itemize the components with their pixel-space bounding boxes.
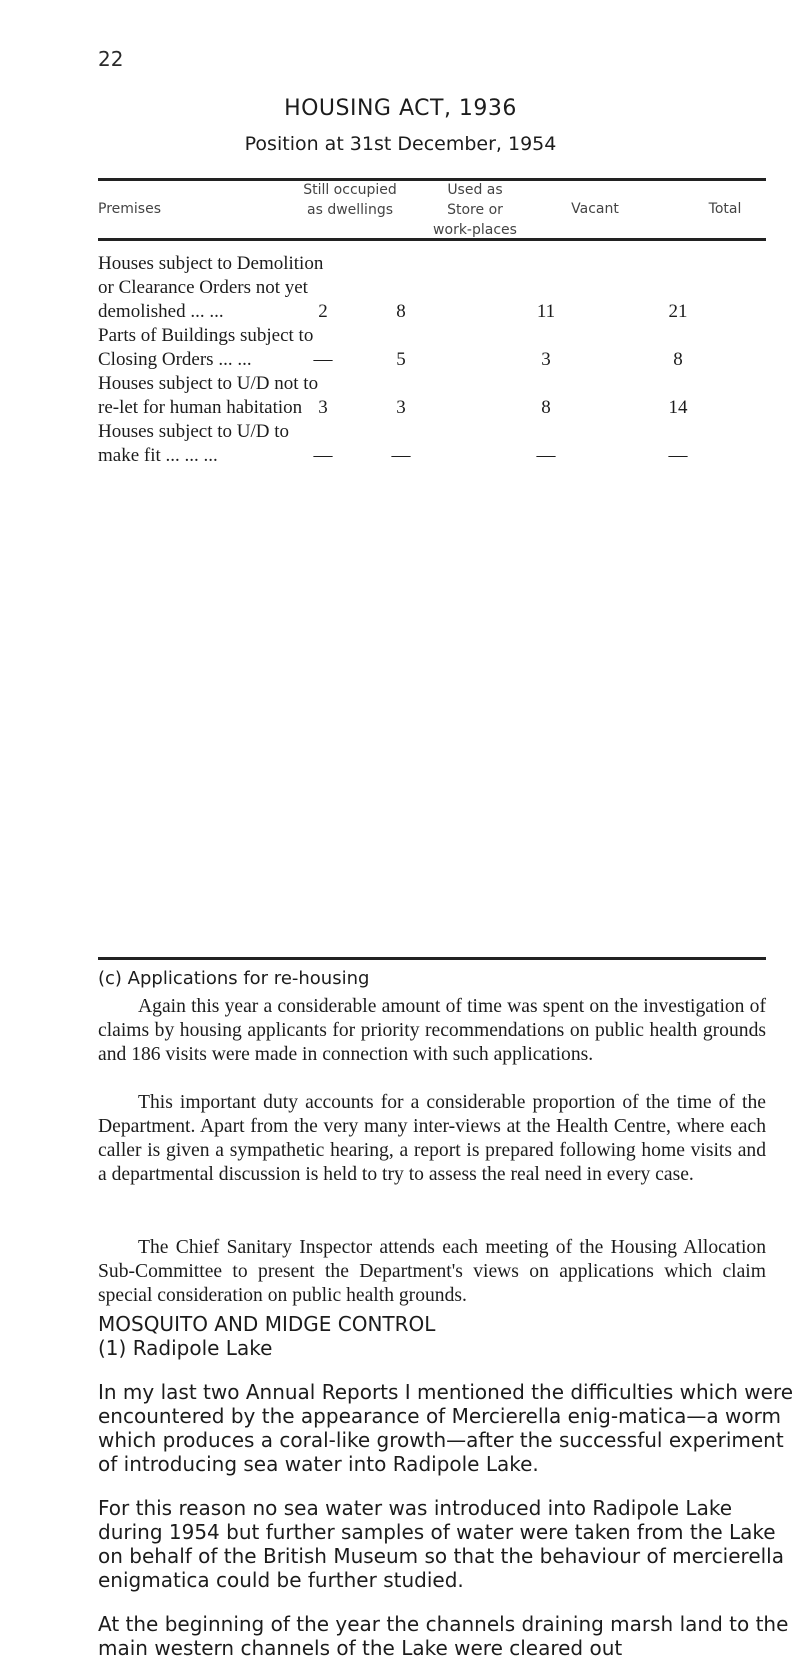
table-body bbox=[98, 240, 766, 468]
cell-used: 5 bbox=[396, 349, 406, 370]
cell-vacant: — bbox=[536, 445, 556, 466]
paragraph: At the beginning of the year the channels draining marsh land to the main western channels of the Lake were cleared out bbox=[98, 1612, 789, 1660]
section-heading: (c) Applications for re-housing bbox=[98, 968, 370, 989]
table-row: Houses subject to U/D to make fit ... ... ... — — — — bbox=[98, 420, 766, 468]
table-row: Houses subject to Demolition or Clearance Orders not yet demolished ... ... 2 8 11 21 bbox=[98, 252, 766, 324]
sub-heading: (1) Radipole Lake bbox=[98, 1336, 273, 1360]
table-row: Houses subject to U/D not to re-let for human habitation 3 3 8 14 bbox=[98, 372, 766, 420]
paragraph: For this reason no sea water was introduced into Radipole Lake during 1954 but further samples of water were taken from the Lake on behalf of the British Museum so that the behaviour of mercierella enigmatica could be further studied. bbox=[98, 1496, 784, 1592]
cell-still: — bbox=[313, 445, 333, 466]
cell-used: — bbox=[391, 445, 411, 466]
cell-still: 3 bbox=[318, 397, 328, 418]
paragraph: In my last two Annual Reports I mentioned the difficulties which were encountered by the appearance of Mercierella enig-matica—a worm which produces a coral-like growth—after the successful experiment of introducing sea water into Radipole Lake. bbox=[98, 1380, 794, 1476]
cell-still: 2 bbox=[318, 301, 328, 322]
cell-still: — bbox=[313, 349, 333, 370]
header-used-as: Used as Store or work-places bbox=[433, 182, 517, 238]
cell-vacant: 11 bbox=[536, 301, 556, 322]
cell-vacant: 8 bbox=[541, 397, 551, 418]
mosquito-section bbox=[98, 1312, 801, 1680]
page-title: HOUSING ACT, 1936 bbox=[284, 96, 517, 121]
header-vacant: Vacant bbox=[571, 201, 619, 217]
cell-total: 8 bbox=[673, 349, 683, 370]
header-still-occupied: Still occupied as dwellings bbox=[303, 182, 397, 218]
table-bottom-rule bbox=[98, 957, 766, 960]
header-total: Total bbox=[708, 201, 742, 217]
paragraph: This important duty accounts for a considerable proportion of the time of the Department. Apart from the very many inter-views at the Health Centre, where each caller is given a sympathetic hearing, a report is prepared following home visits and a departmental discussion is held to try to assess the real need in every case. bbox=[98, 1092, 766, 1185]
cell-total: 21 bbox=[668, 301, 688, 322]
header-premises: Premises bbox=[98, 201, 161, 217]
cell-vacant: 3 bbox=[541, 349, 551, 370]
table-row: Parts of Buildings subject to Closing Orders ... ... — 5 3 8 bbox=[98, 324, 766, 372]
cell-used: 3 bbox=[396, 397, 406, 418]
page-subtitle: Position at 31st December, 1954 bbox=[244, 133, 557, 155]
cell-total: 14 bbox=[668, 397, 688, 418]
cell-used: 8 bbox=[396, 301, 406, 322]
paragraph: Again this year a considerable amount of time was spent on the investigation of claims by housing applicants for priority recommendations on public health grounds and 186 visits were made in connection with such applications. bbox=[98, 996, 766, 1065]
page-number: 22 bbox=[98, 47, 124, 71]
section-heading: MOSQUITO AND MIDGE CONTROL bbox=[98, 1312, 436, 1336]
cell-total: — bbox=[668, 445, 688, 466]
paragraph: The Chief Sanitary Inspector attends each meeting of the Housing Allocation Sub-Committee to present the Department's views on applications which claim special consideration on public health grounds. bbox=[98, 1237, 766, 1306]
